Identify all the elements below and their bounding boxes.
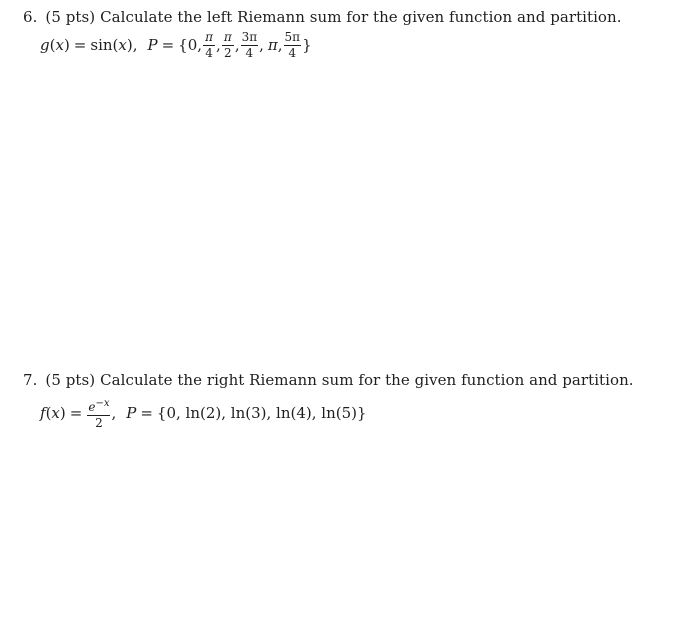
equals-sign: = <box>73 36 87 54</box>
problem-points: (5 pts) <box>45 8 96 26</box>
fraction-5pi-over-4: $\frac{5\pi}{4}$ <box>284 29 301 60</box>
pi-term: π <box>267 36 278 54</box>
problem-prompt: Calculate the left Riemann sum for the given function and partition. <box>100 8 622 26</box>
partition-name: P <box>147 36 158 54</box>
function-name: f <box>40 404 46 422</box>
fraction-e-neg-x-over-2: $\frac{e^{-x}}{2}$ <box>88 397 110 430</box>
partition-values: {0, ln(2), ln(3), ln(4), ln(5)} <box>156 404 367 422</box>
problem-points: (5 pts) <box>45 371 96 389</box>
partition-name: P <box>126 404 137 422</box>
function-var: x <box>55 36 64 54</box>
function-rhs: sin <box>90 36 113 54</box>
equals-sign: = <box>69 404 83 422</box>
problem-prompt: Calculate the right Riemann sum for the given function and partition. <box>100 371 634 389</box>
fraction-pi-over-4: $\frac{\pi}{4}$ <box>203 31 215 60</box>
fraction-pi-over-2: $\frac{\pi}{2}$ <box>222 31 234 60</box>
problem-7-heading <box>23 371 634 389</box>
problem-number: 6. <box>23 8 38 26</box>
problem-6-formula: g ( x ) = sin ( x ), P = { 0 , $\frac{\pi}{4}$ , $\frac{\pi}{2}$ , $\frac{3\pi}{4}$ , π , $\frac{5\pi}{4}$ } <box>40 29 312 60</box>
function-var: x <box>51 404 60 422</box>
problem-7-formula: f ( x ) = $\frac{e^{-x}}{2}$ , P = {0, ln(2), ln(3), ln(4), ln(5)} <box>40 397 367 430</box>
problem-number: 7. <box>23 371 38 389</box>
fraction-3pi-over-4: $\frac{3\pi}{4}$ <box>241 29 258 60</box>
function-name: g <box>40 36 50 54</box>
